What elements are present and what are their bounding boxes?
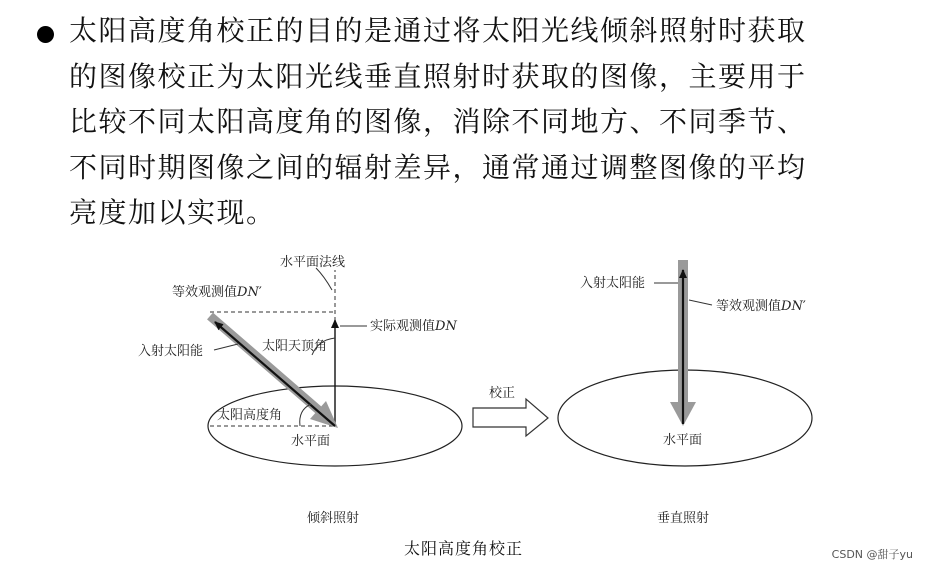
right-horizontal-label: 水平面: [663, 433, 703, 448]
correction-label: 校正: [489, 386, 516, 401]
normal-label-leader: [316, 268, 332, 290]
left-equiv-dn-label: [172, 284, 262, 300]
right-equiv-dn-label: [716, 298, 806, 314]
left-horizontal-label: 水平面: [291, 434, 331, 449]
paragraph-line: 比较不同太阳高度角的图像，消除不同地方、不同季节、: [69, 105, 807, 138]
left-incident-label: 入射太阳能: [138, 344, 204, 359]
paragraph-line: 的图像校正为太阳光线垂直照射时获取的图像，主要用于: [69, 59, 807, 93]
right-equiv-dn-prime: ′: [802, 299, 806, 314]
left-actual-dn-symbol: DN: [435, 319, 457, 334]
right-equiv-dn-symbol: DN: [781, 299, 803, 314]
paragraph-line: 不同时期图像之间的辐射差异，通常通过调整图像的平均: [69, 150, 807, 184]
left-actual-dn-text: 实际观测值: [370, 319, 436, 334]
incident-sun-beam: [210, 316, 322, 413]
normal-label: 水平面法线: [280, 255, 346, 270]
left-actual-dn-label: [370, 318, 457, 334]
watermark: CSDN @甜子yu: [831, 548, 913, 561]
left-caption: 倾斜照射: [307, 511, 360, 526]
left-equiv-dn-text: 等效观测值: [172, 285, 238, 300]
left-equiv-dn-symbol: DN: [237, 285, 259, 300]
zenith-label: 太阳天顶角: [262, 339, 328, 354]
paragraph-line: 太阳高度角校正的目的是通过将太阳光线倾斜照射时获取: [69, 14, 807, 47]
altitude-label: 太阳高度角: [217, 408, 283, 423]
left-equiv-dn-prime: ′: [258, 285, 262, 300]
right-incident-label: 入射太阳能: [580, 276, 646, 291]
right-caption: 垂直照射: [657, 511, 710, 526]
paragraph-line: 亮度加以实现。: [69, 196, 276, 229]
right-equiv-dn-text: 等效观测值: [716, 299, 782, 314]
incident-label-leader: [214, 344, 238, 350]
correction-arrow-icon: [473, 399, 548, 436]
right-equiv-leader: [689, 300, 712, 305]
figure-caption: 太阳高度角校正: [403, 539, 523, 558]
